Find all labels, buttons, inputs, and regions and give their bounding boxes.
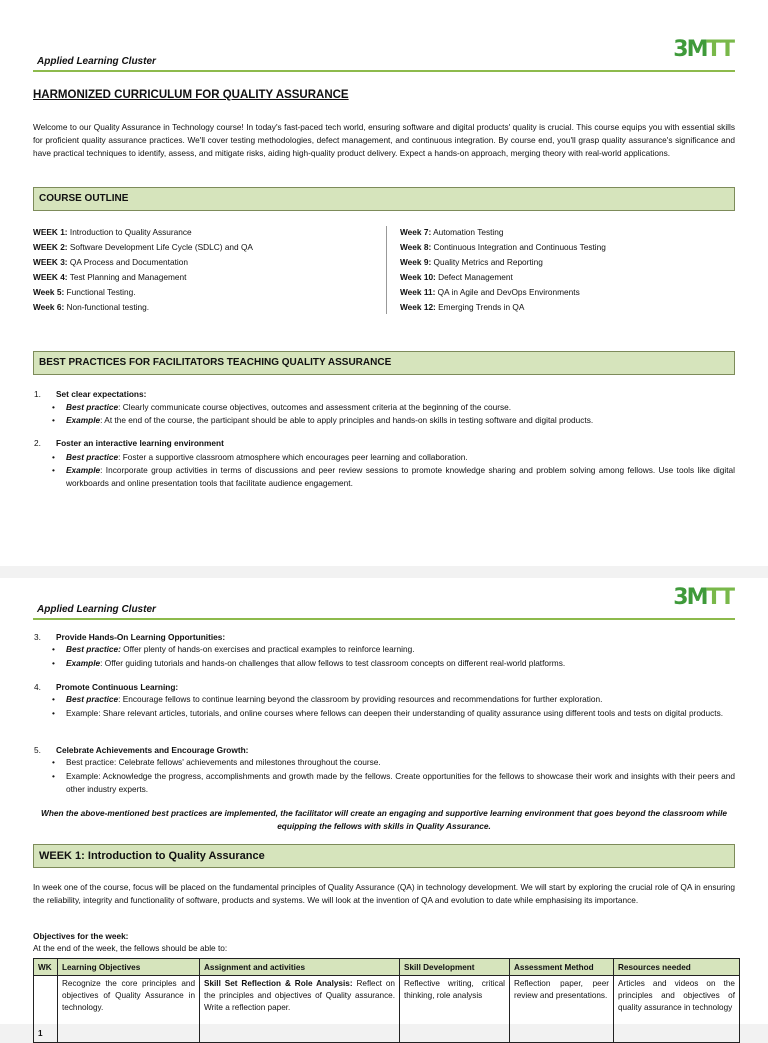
col-header: Learning Objectives	[58, 959, 200, 976]
bullet-item: • Example: Offer guiding tutorials and hands-on challenges that allow fellows to test classroom concepts on different real-world platforms.	[66, 657, 735, 670]
page-header	[33, 37, 735, 72]
table-cell: Articles and videos on the principles and objectives of quality assurance in technology	[614, 976, 740, 1043]
bullet-item: • Example: At the end of the course, the participant should be able to apply principles and hands-on skills in testing software and digital products.	[66, 414, 735, 427]
table-cell: Reflection paper, peer review and presentations.	[510, 976, 614, 1043]
numbered-item-heading: 4. Promote Continuous Learning:	[34, 682, 179, 692]
table-cell: Recognize the core principles and objectives of Quality Assurance in technology.	[58, 976, 200, 1043]
page-title: HARMONIZED CURRICULUM FOR QUALITY ASSURANCE	[33, 89, 349, 101]
course-outline-heading: COURSE OUTLINE	[33, 187, 735, 211]
outline-item: Week 10: Defect Management	[400, 272, 513, 282]
col-header: Assignment and activities	[200, 959, 400, 976]
table-header-row	[34, 959, 740, 976]
outline-item: Week 6: Non-functional testing.	[33, 302, 150, 312]
numbered-item-heading: 3. Provide Hands-On Learning Opportunities:	[34, 632, 226, 642]
objectives-table	[33, 958, 740, 1043]
week1-heading: WEEK 1: Introduction to Quality Assurance	[33, 844, 735, 868]
numbered-item-heading: 5. Celebrate Achievements and Encourage Growth:	[34, 745, 249, 755]
page-header	[33, 585, 735, 620]
outline-item: Week 12: Emerging Trends in QA	[400, 302, 525, 312]
objectives-subtext: At the end of the week, the fellows should be able to:	[33, 943, 228, 953]
table-cell: Skill Set Reflection & Role Analysis: Reflect on the principles and objectives of Quality assurance. Write a reflection paper.	[200, 976, 400, 1043]
best-practices-heading: BEST PRACTICES FOR FACILITATORS TEACHING QUALITY ASSURANCE	[33, 351, 735, 375]
table-cell: Reflective writing, critical thinking, role analysis	[400, 976, 510, 1043]
col-header: Assessment Method	[510, 959, 614, 976]
col-header: Skill Development	[400, 959, 510, 976]
bullet-item: • Best practice: Celebrate fellows' achievements and milestones throughout the course.	[66, 756, 735, 769]
outline-item: WEEK 2: Software Development Life Cycle (SDLC) and QA	[33, 242, 253, 252]
table-cell-week: 1	[34, 976, 58, 1043]
page-2	[0, 578, 768, 1038]
outline-item: Week 7: Automation Testing	[400, 227, 504, 237]
table-row	[34, 976, 740, 1043]
bullet-item: • Example: Acknowledge the progress, accomplishments and growth made by the fellows. Create opportunities for the fellows to showcase their work and insights with their peers and other industry experts.	[66, 770, 735, 796]
bullet-item: • Example: Incorporate group activities in terms of discussions and peer review sessions to promote knowledge sharing and problem solving among fellows. Use tools like digital workboards and online presentation tools that facilitate audience engagement.	[66, 464, 735, 490]
cluster-label: Applied Learning Cluster	[37, 56, 156, 67]
bullet-item: • Best practice: Clearly communicate course objectives, outcomes and assessment criteria at the beginning of the course.	[66, 401, 735, 414]
outline-item: Week 8: Continuous Integration and Continuous Testing	[400, 242, 606, 252]
3mtt-logo: 3MTT	[673, 585, 733, 610]
outline-item: Week 5: Functional Testing.	[33, 287, 136, 297]
closing-statement: When the above-mentioned best practices are implemented, the facilitator will create an engaging and supportive learning environment that goes beyond the classroom while equipping the fellows with skills in Quality Assurance.	[40, 808, 728, 831]
column-divider	[386, 226, 387, 314]
intro-paragraph: Welcome to our Quality Assurance in Technology course! In today's fast-paced tech world, ensuring software and digital products' quality is crucial. This course equips you with essential skills for proficient quality assurance practices. We'll cover testing methodologies, defect management, and continuous integration. By course end, you'll grasp quality assurance's significance and have practical techniques to identify, assess, and mitigate risks, aiding high-quality product delivery. Expect a hands-on approach, merging theory with real-world applications.	[33, 122, 735, 158]
col-header: Resources needed	[614, 959, 740, 976]
bullet-item: • Best practice: Offer plenty of hands-on exercises and practical examples to reinforce learning.	[66, 643, 735, 656]
outline-item: Week 11: QA in Agile and DevOps Environments	[400, 287, 580, 297]
bullet-item: • Example: Share relevant articles, tutorials, and online courses where fellows can deepen their understanding of quality assurance using different tools and tests on digital products.	[66, 707, 735, 720]
week1-intro: In week one of the course, focus will be placed on the fundamental principles of Quality Assurance (QA) in technology development. We will start by exploring the crucial role of QA in ensuring the reliability, integrity and functionality of software, products and systems. We will look at the invention of QA and evolution to date while emphasising its importance.	[33, 882, 735, 905]
outline-right-column	[400, 225, 606, 315]
outline-item: WEEK 1: Introduction to Quality Assurance	[33, 227, 192, 237]
bullet-item: • Best practice: Encourage fellows to continue learning beyond the classroom by providing resources and recommendations for further exploration.	[66, 693, 735, 706]
outline-item: Week 9: Quality Metrics and Reporting	[400, 257, 543, 267]
3mtt-logo: 3MTT	[673, 37, 733, 62]
objectives-label: Objectives for the week:	[33, 931, 129, 941]
col-header: WK	[34, 959, 58, 976]
numbered-item-heading: 2. Foster an interactive learning environment	[34, 438, 224, 448]
outline-item: WEEK 3: QA Process and Documentation	[33, 257, 188, 267]
numbered-item-heading: 1. Set clear expectations:	[34, 389, 147, 399]
cluster-label: Applied Learning Cluster	[37, 604, 156, 615]
bullet-item: • Best practice: Foster a supportive classroom atmosphere which encourages peer learning and collaboration.	[66, 451, 735, 464]
outline-left-column	[33, 225, 253, 315]
outline-item: WEEK 4: Test Planning and Management	[33, 272, 187, 282]
